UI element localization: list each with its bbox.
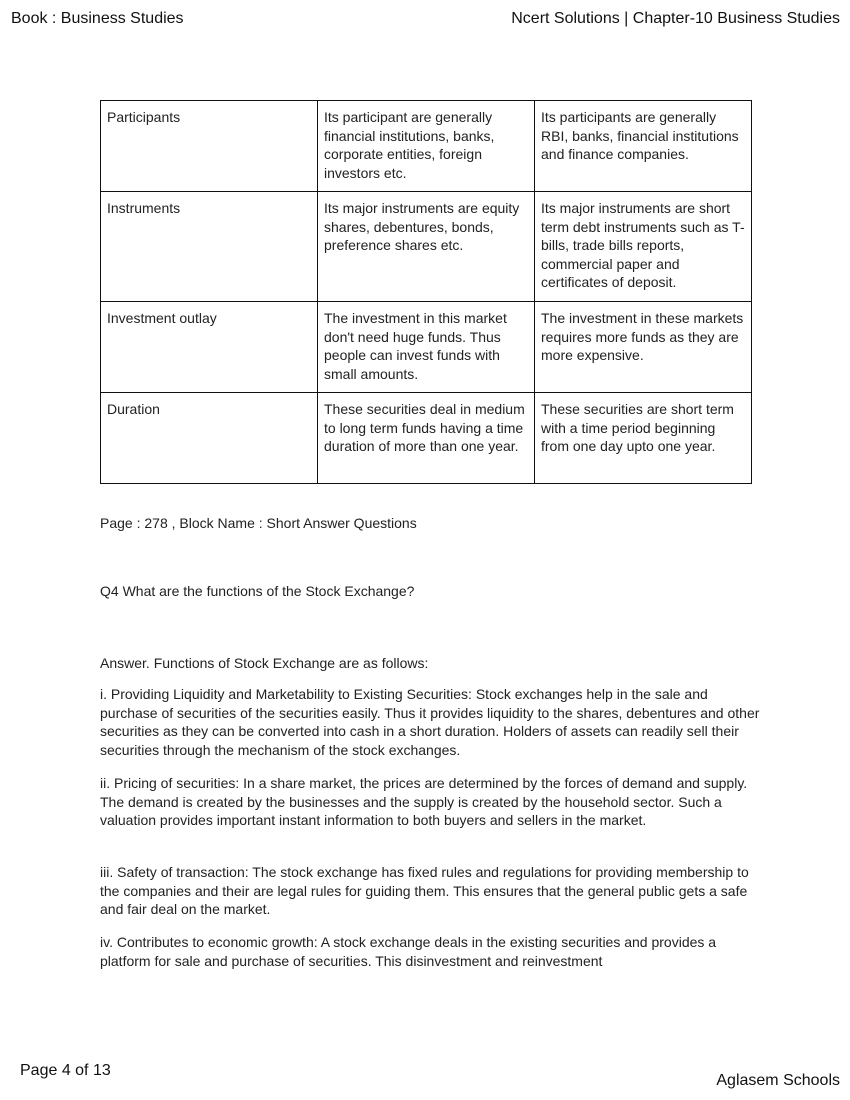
capital-market-cell: The investment in this market don't need huge funds. Thus people can invest funds with small amounts.	[318, 302, 535, 393]
row-label: Instruments	[101, 192, 318, 302]
capital-market-cell: These securities deal in medium to long term funds having a time duration of more than one year.	[318, 393, 535, 484]
answer-point: ii. Pricing of securities: In a share market, the prices are determined by the forces of demand and supply. The demand is created by the businesses and the supply is created by the household sector. Such a valuation provides important instant information to both buyers and sellers in the market.	[100, 775, 748, 828]
answer-point: iv. Contributes to economic growth: A stock exchange deals in the existing securities and provides a platform for sale and purchase of securities. This disinvestment and reinvestment	[100, 934, 717, 969]
page-reference: Page : 278 , Block Name : Short Answer Questions	[100, 515, 417, 531]
page-number: Page 4 of 13	[20, 1062, 111, 1079]
table-row	[101, 192, 752, 302]
book-title: Book : Business Studies	[11, 10, 184, 27]
table-row	[101, 101, 752, 192]
money-market-cell: Its participants are generally RBI, banks, financial institutions and finance companies.	[535, 101, 752, 192]
chapter-title: Ncert Solutions | Chapter-10 Business Studies	[511, 10, 840, 27]
row-label: Investment outlay	[101, 302, 318, 393]
row-label: Duration	[101, 393, 318, 484]
table-row	[101, 393, 752, 484]
capital-market-cell: Its participant are generally financial institutions, banks, corporate entities, foreign investors etc.	[318, 101, 535, 192]
question-heading: Q4 What are the functions of the Stock Exchange?	[100, 583, 415, 599]
publisher-name: Aglasem Schools	[716, 1072, 840, 1089]
money-market-cell: The investment in these markets requires more funds as they are more expensive.	[535, 302, 752, 393]
answer-intro: Answer. Functions of Stock Exchange are as follows:	[100, 655, 429, 671]
capital-market-cell: Its major instruments are equity shares, debentures, bonds, preference shares etc.	[318, 192, 535, 302]
comparison-table	[100, 100, 752, 484]
money-market-cell: Its major instruments are short term debt instruments such as T-bills, trade bills reports, commercial paper and certificates of deposit.	[535, 192, 752, 302]
money-market-cell: These securities are short term with a time period beginning from one day upto one year.	[535, 393, 752, 484]
answer-point: i. Providing Liquidity and Marketability to Existing Securities: Stock exchanges help in the sale and purchase of securities of the securities easily. Thus it provides liquidity to the shares, debentures and other securities as they can be converted into cash in a short duration. Holders of assets can readily sell their securities through the mechanism of the stock exchanges.	[100, 686, 760, 758]
table-row	[101, 302, 752, 393]
row-label: Participants	[101, 101, 318, 192]
answer-point: iii. Safety of transaction: The stock exchange has fixed rules and regulations for providing membership to the companies and their are legal rules for guiding them. This ensures that the general public gets a safe and fair deal on the market.	[100, 864, 749, 917]
